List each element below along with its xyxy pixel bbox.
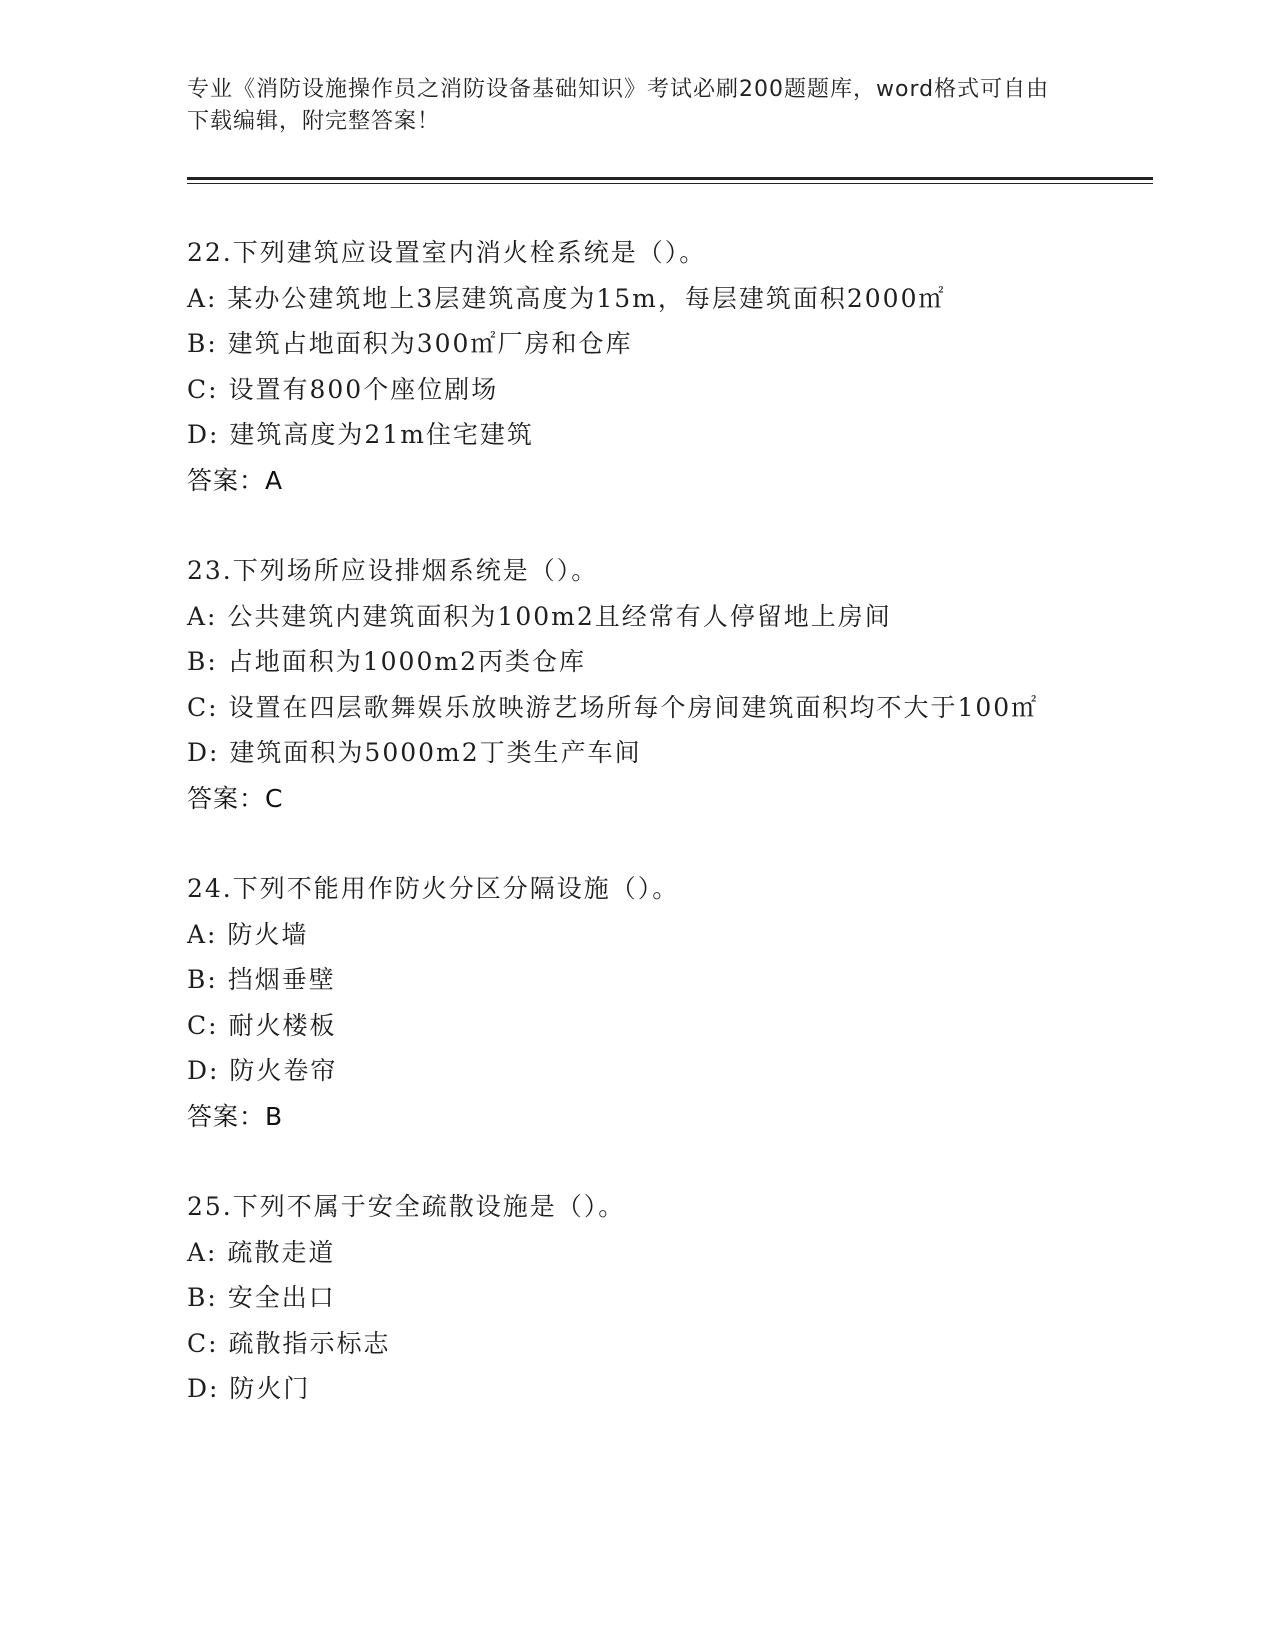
option-b: B: 占地面积为1000m2丙类仓库	[187, 647, 586, 676]
question-stem: 23.下列场所应设排烟系统是（）。	[187, 556, 599, 585]
question-stem: 24.下列不能用作防火分区分隔设施（）。	[187, 874, 680, 903]
header-title: 专业《消防设施操作员之消防设备基础知识》考试必刷200题题库，word格式可自由下载编辑，附完整答案！	[187, 77, 1050, 134]
document-header	[187, 74, 1067, 138]
header-rule-thin	[187, 183, 1153, 184]
header-rule-thick	[187, 177, 1153, 180]
option-c: C: 疏散指示标志	[187, 1328, 391, 1358]
option-c: C: 耐火楼板	[187, 1010, 337, 1040]
option-c: C: 设置有800个座位剧场	[187, 374, 499, 404]
answer-line: 答案：C	[187, 783, 284, 813]
option-a: A: 公共建筑内建筑面积为100m2且经常有人停留地上房间	[187, 601, 892, 631]
option-c: C: 设置在四层歌舞娱乐放映游艺场所每个房间建筑面积均不大于100㎡	[187, 692, 1039, 722]
option-a: A: 某办公建筑地上3层建筑高度为15m，每层建筑面积2000㎡	[187, 283, 946, 313]
question-spacer	[187, 503, 1087, 548]
question-24	[187, 866, 1087, 1139]
option-b: B: 建筑占地面积为300㎡厂房和仓库	[187, 329, 633, 358]
option-b: B: 挡烟垂壁	[187, 965, 336, 994]
option-a: A: 防火墙	[187, 919, 309, 949]
answer-line: 答案：A	[187, 465, 284, 495]
option-d: D: 建筑高度为21m住宅建筑	[187, 420, 534, 449]
question-spacer	[187, 821, 1087, 866]
option-a: A: 疏散走道	[187, 1237, 336, 1267]
option-d: D: 建筑面积为5000m2丁类生产车间	[187, 738, 642, 767]
question-stem: 25.下列不属于安全疏散设施是（）。	[187, 1192, 626, 1221]
question-23	[187, 548, 1087, 821]
answer-line: 答案：B	[187, 1101, 284, 1131]
question-spacer	[187, 1139, 1087, 1184]
question-25	[187, 1184, 1087, 1412]
option-d: D: 防火门	[187, 1374, 311, 1403]
question-22	[187, 230, 1087, 503]
question-list	[187, 230, 1087, 1412]
option-b: B: 安全出口	[187, 1283, 336, 1312]
question-stem: 22.下列建筑应设置室内消火栓系统是（）。	[187, 238, 707, 267]
option-d: D: 防火卷帘	[187, 1056, 338, 1085]
